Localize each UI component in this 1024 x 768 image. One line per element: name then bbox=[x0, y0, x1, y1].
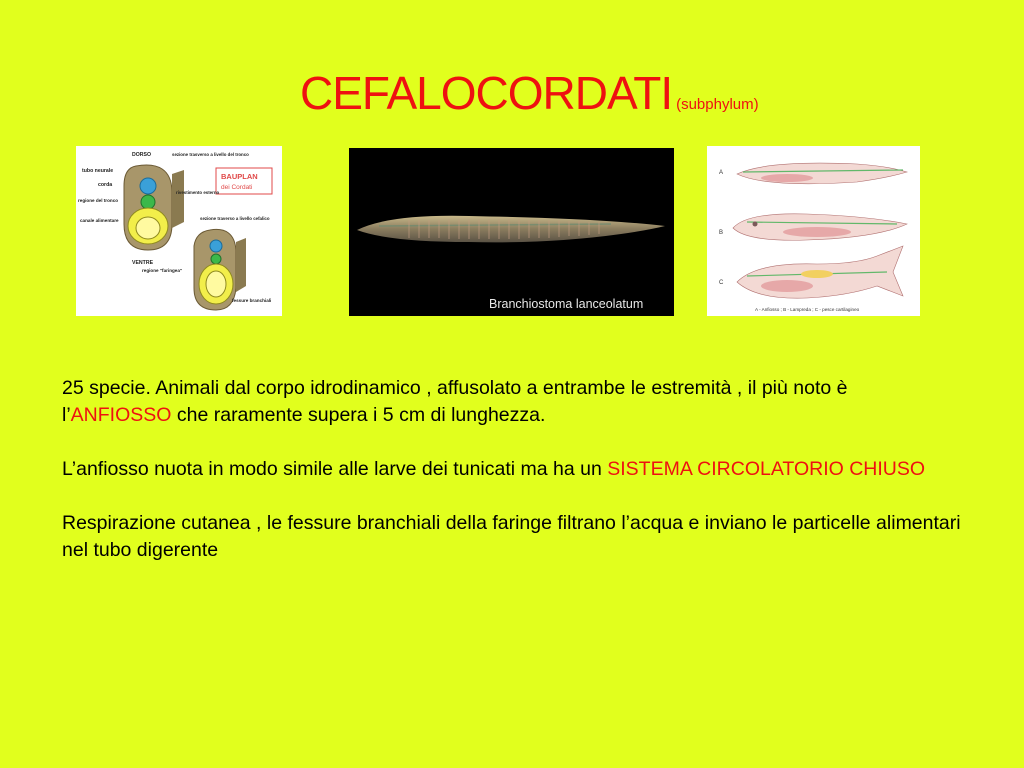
p2-text-a: L’anfiosso nuota in modo simile alle larve dei tunicati ma ha un bbox=[62, 458, 608, 480]
anatomy-lamprey bbox=[733, 214, 907, 240]
anatomy-diagram bbox=[707, 146, 920, 316]
lancelet-body bbox=[357, 216, 665, 243]
p2-highlight-sistema: SISTEMA CIRCOLATORIO CHIUSO bbox=[607, 458, 926, 480]
anatomy-letter-b: B bbox=[719, 230, 724, 236]
bauplan-diagram bbox=[76, 146, 282, 316]
anatomy-letter-a: A bbox=[719, 170, 724, 176]
bauplan-diagram-image bbox=[76, 146, 282, 316]
p1-text-a: 25 specie. Animali dal corpo idrodinamico , affusolato a entrambe le estremità , il più noto è l’ bbox=[62, 377, 848, 426]
branchiostoma-photo bbox=[349, 148, 674, 316]
lancelet-illustration bbox=[349, 148, 674, 316]
body-text bbox=[62, 375, 962, 591]
title-subtitle: (subphylum) bbox=[676, 96, 759, 113]
bauplan-box-subtitle: dei Cordati bbox=[221, 184, 253, 191]
trunk-cross-section bbox=[124, 165, 184, 250]
label-rivestimento: rivestimento esterno bbox=[176, 190, 220, 195]
paragraph-3: Respirazione cutanea , le fessure branchiali della faringe filtrano l’acqua e inviano le particelle alimentari nel tubo digerente bbox=[62, 512, 961, 561]
paragraph-1 bbox=[62, 375, 962, 429]
label-fessure: fessure branchiali bbox=[232, 298, 272, 303]
slide-title bbox=[300, 66, 860, 120]
label-canale-alimentare: canale alimentare bbox=[80, 218, 119, 223]
label-sezione-cefalico: sezione traverso a livello cefalico bbox=[200, 216, 270, 221]
paragraph-2 bbox=[62, 456, 962, 483]
comparative-anatomy-image bbox=[707, 146, 920, 316]
label-regione-tronco: regione del tronco bbox=[78, 198, 119, 203]
anatomy-lancelet bbox=[737, 163, 907, 184]
p1-text-b: che raramente supera i 5 cm di lunghezza. bbox=[171, 404, 546, 426]
label-corda: corda bbox=[98, 182, 113, 188]
title-main: CEFALOCORDATI bbox=[300, 67, 673, 119]
p1-highlight-anfiosso: ANFIOSSO bbox=[70, 404, 172, 426]
photo-caption: Branchiostoma lanceolatum bbox=[489, 297, 644, 311]
anatomy-letter-c: C bbox=[719, 280, 724, 286]
anatomy-shark bbox=[737, 246, 903, 298]
label-sezione-tronco: sezione trasverso a livello del tronco bbox=[172, 152, 249, 157]
bauplan-box-title: BAUPLAN bbox=[221, 172, 258, 181]
label-dorso: DORSO bbox=[132, 152, 152, 158]
anatomy-caption: A - Anfiosso ; B - Lampreda ; C - pesce cartilagineo bbox=[755, 307, 860, 312]
label-tubo-neurale: tubo neurale bbox=[82, 168, 114, 174]
label-regione-faringea: regione "faringea" bbox=[142, 268, 183, 273]
label-ventre: VENTRE bbox=[132, 260, 154, 266]
